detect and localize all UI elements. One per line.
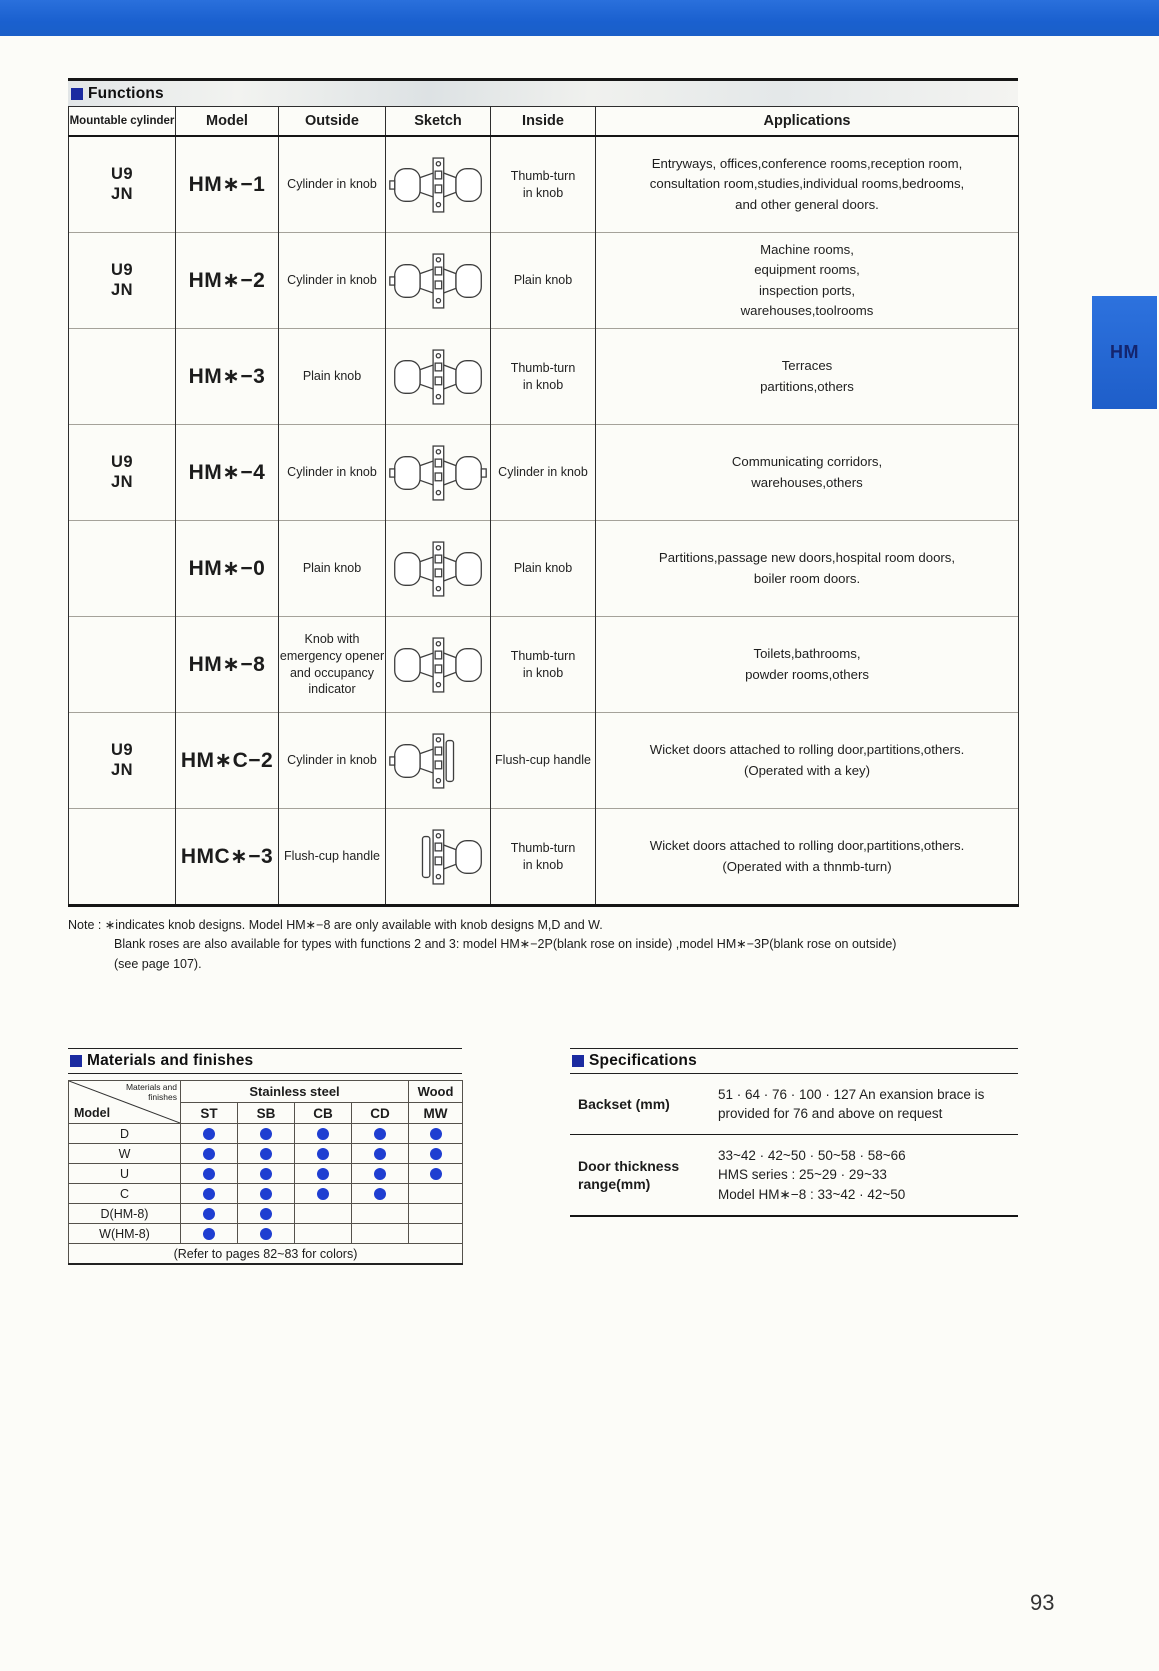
material-model-cell: U bbox=[69, 1164, 181, 1184]
application-line: and other general doors. bbox=[735, 196, 879, 212]
applications-cell bbox=[596, 617, 1019, 713]
outside-text-line: Plain knob bbox=[302, 369, 362, 384]
spec-value-line: Model HM∗−8 : 33~42 · 42~50 bbox=[718, 1186, 906, 1202]
availability-dot-icon bbox=[430, 1148, 442, 1160]
outside-text-line: Cylinder in knob bbox=[287, 177, 377, 192]
finish-availability-cell bbox=[295, 1144, 352, 1164]
specifications-table bbox=[570, 1074, 1018, 1217]
outside-text-line: Flush-cup handle bbox=[284, 849, 380, 864]
series-tab-label: HM bbox=[1110, 342, 1139, 362]
applications-cell bbox=[596, 233, 1019, 329]
materials-corner-cell bbox=[69, 1081, 181, 1124]
finish-availability-cell bbox=[295, 1124, 352, 1144]
sketch-cell bbox=[386, 809, 491, 906]
model-cell: HM∗−8 bbox=[176, 617, 279, 713]
material-model-cell: D bbox=[69, 1124, 181, 1144]
materials-corner-top-label bbox=[126, 1083, 177, 1103]
inside-text-line: Thumb-turn bbox=[510, 648, 576, 663]
materials-table-row bbox=[69, 1164, 463, 1184]
availability-dot-icon bbox=[374, 1168, 386, 1180]
outside-cell bbox=[279, 136, 386, 233]
applications-cell bbox=[596, 329, 1019, 425]
functions-table-row bbox=[69, 233, 1019, 329]
availability-dot-icon bbox=[430, 1168, 442, 1180]
sketch-cell bbox=[386, 617, 491, 713]
inside-text-line: in knob bbox=[522, 185, 564, 200]
application-line: Wicket doors attached to rolling door,partitions,others. bbox=[649, 838, 965, 854]
finish-availability-cell bbox=[409, 1224, 463, 1244]
finish-availability-cell bbox=[238, 1144, 295, 1164]
finish-availability-cell bbox=[238, 1204, 295, 1224]
group-header-stainless-steel: Stainless steel bbox=[181, 1081, 409, 1103]
finish-availability-cell bbox=[181, 1144, 238, 1164]
model-cell: HM∗−2 bbox=[176, 233, 279, 329]
mountable-cylinder-cell bbox=[69, 233, 176, 329]
corner-top-line: Materials and bbox=[125, 1082, 177, 1092]
spec-value-line: HMS series : 25~29 · 29~33 bbox=[718, 1167, 887, 1183]
cylinder-code: U9 bbox=[110, 164, 134, 183]
outside-cell bbox=[279, 233, 386, 329]
availability-dot-icon bbox=[317, 1168, 329, 1180]
specification-row bbox=[570, 1135, 1018, 1216]
materials-group-header-row bbox=[69, 1081, 463, 1103]
functions-section-header bbox=[68, 78, 1018, 107]
series-index-tab bbox=[1092, 296, 1157, 409]
finish-availability-cell bbox=[409, 1144, 463, 1164]
finish-availability-cell bbox=[181, 1184, 238, 1204]
finish-availability-cell bbox=[352, 1164, 409, 1184]
outside-cell bbox=[279, 713, 386, 809]
finish-availability-cell bbox=[181, 1164, 238, 1184]
material-model-cell: W(HM-8) bbox=[69, 1224, 181, 1244]
availability-dot-icon bbox=[203, 1128, 215, 1140]
availability-dot-icon bbox=[374, 1128, 386, 1140]
application-line: Wicket doors attached to rolling door,partitions,others. bbox=[649, 742, 965, 758]
inside-text-line: Plain knob bbox=[513, 561, 573, 576]
outside-text-line: Knob with bbox=[304, 631, 360, 646]
specification-value bbox=[718, 1074, 1018, 1135]
functions-header-row bbox=[69, 107, 1019, 136]
materials-table-row bbox=[69, 1144, 463, 1164]
finish-availability-cell bbox=[409, 1124, 463, 1144]
finish-availability-cell bbox=[409, 1184, 463, 1204]
model-cell: HM∗−3 bbox=[176, 329, 279, 425]
column-header-sketch: Sketch bbox=[386, 107, 491, 136]
finish-availability-cell bbox=[352, 1224, 409, 1244]
functions-table-row bbox=[69, 136, 1019, 233]
inside-cell bbox=[491, 136, 596, 233]
functions-section-title: Functions bbox=[88, 84, 164, 102]
outside-text-line: Cylinder in knob bbox=[287, 753, 377, 768]
outside-cell bbox=[279, 809, 386, 906]
sketch-cell bbox=[386, 425, 491, 521]
note-block bbox=[68, 916, 1018, 974]
applications-cell bbox=[596, 425, 1019, 521]
inside-text-line: Thumb-turn bbox=[510, 168, 576, 183]
finish-availability-cell bbox=[409, 1204, 463, 1224]
page-number: 93 bbox=[1030, 1590, 1055, 1615]
finish-availability-cell bbox=[238, 1224, 295, 1244]
finish-header-st: ST bbox=[181, 1103, 238, 1124]
cylinder-code: U9 bbox=[110, 260, 134, 279]
finish-availability-cell bbox=[238, 1164, 295, 1184]
material-model-cell: C bbox=[69, 1184, 181, 1204]
cylinder-code: JN bbox=[110, 760, 134, 779]
sketch-cell bbox=[386, 233, 491, 329]
lock-sketch-icon bbox=[389, 633, 487, 697]
materials-table-row bbox=[69, 1224, 463, 1244]
inside-text-line: Cylinder in knob bbox=[498, 465, 588, 480]
finish-availability-cell bbox=[238, 1124, 295, 1144]
note-line: Note : ∗indicates knob designs. Model HM∗−8 are only available with knob designs M,D and W. bbox=[68, 918, 603, 932]
spec-label-line: range(mm) bbox=[578, 1176, 651, 1193]
column-header-applications: Applications bbox=[596, 107, 1019, 136]
applications-cell bbox=[596, 713, 1019, 809]
finish-availability-cell bbox=[295, 1164, 352, 1184]
lock-sketch-icon bbox=[389, 249, 487, 313]
model-cell: HM∗C−2 bbox=[176, 713, 279, 809]
section-marker-icon bbox=[572, 1055, 584, 1067]
availability-dot-icon bbox=[260, 1128, 272, 1140]
materials-table-row bbox=[69, 1124, 463, 1144]
application-line: Terraces bbox=[781, 358, 833, 374]
functions-table-body bbox=[69, 136, 1019, 906]
mountable-cylinder-cell bbox=[69, 809, 176, 906]
model-cell: HM∗−4 bbox=[176, 425, 279, 521]
spec-value-line: provided for 76 and above on request bbox=[718, 1106, 943, 1122]
material-model-cell: W bbox=[69, 1144, 181, 1164]
materials-corner-bottom-label: Model bbox=[74, 1106, 111, 1120]
outside-cell bbox=[279, 521, 386, 617]
group-header-wood: Wood bbox=[409, 1081, 463, 1103]
outside-text-line: and occupancy bbox=[289, 665, 375, 680]
availability-dot-icon bbox=[260, 1148, 272, 1160]
availability-dot-icon bbox=[260, 1208, 272, 1220]
availability-dot-icon bbox=[260, 1228, 272, 1240]
finish-availability-cell bbox=[238, 1184, 295, 1204]
availability-dot-icon bbox=[374, 1188, 386, 1200]
application-line: consultation room,studies,individual rooms,bedrooms, bbox=[649, 176, 965, 192]
inside-cell bbox=[491, 521, 596, 617]
application-line: warehouses,others bbox=[751, 474, 863, 490]
application-line: warehouses,toolrooms bbox=[740, 302, 874, 318]
materials-section-header bbox=[68, 1048, 462, 1074]
application-line: Machine rooms, bbox=[760, 241, 854, 257]
mountable-cylinder-cell bbox=[69, 329, 176, 425]
availability-dot-icon bbox=[203, 1148, 215, 1160]
application-line: Entryways, offices,conference rooms,reception room, bbox=[651, 155, 963, 171]
functions-section bbox=[68, 78, 1018, 974]
application-line: boiler room doors. bbox=[753, 570, 861, 586]
finish-availability-cell bbox=[295, 1224, 352, 1244]
availability-dot-icon bbox=[430, 1128, 442, 1140]
finish-availability-cell bbox=[181, 1124, 238, 1144]
specifications-table-body bbox=[570, 1074, 1018, 1216]
lock-sketch-icon bbox=[389, 153, 487, 217]
lock-sketch-icon bbox=[389, 441, 487, 505]
finish-header-mw: MW bbox=[409, 1103, 463, 1124]
finish-availability-cell bbox=[352, 1204, 409, 1224]
availability-dot-icon bbox=[260, 1188, 272, 1200]
functions-table bbox=[68, 107, 1019, 907]
specifications-section bbox=[570, 1048, 1018, 1217]
specification-label bbox=[570, 1135, 718, 1216]
spec-label-line: Door thickness bbox=[578, 1157, 680, 1174]
application-line: (Operated with a thnmb-turn) bbox=[722, 858, 892, 874]
finish-header-cb: CB bbox=[295, 1103, 352, 1124]
sketch-cell bbox=[386, 136, 491, 233]
sketch-cell bbox=[386, 521, 491, 617]
specifications-section-header bbox=[570, 1048, 1018, 1074]
materials-table bbox=[68, 1080, 463, 1265]
inside-text-line: Flush-cup handle bbox=[495, 753, 591, 768]
model-cell: HM∗−1 bbox=[176, 136, 279, 233]
column-header-mountable-cylinder: Mountable cylinder bbox=[69, 107, 176, 136]
spec-value-line: 51 · 64 · 76 · 100 · 127 An exansion brace is bbox=[718, 1087, 985, 1102]
corner-top-line: finishes bbox=[148, 1091, 177, 1102]
outside-text-line: Cylinder in knob bbox=[287, 273, 377, 288]
outside-text-line: Plain knob bbox=[302, 561, 362, 576]
model-cell: HMC∗−3 bbox=[176, 809, 279, 906]
outside-cell bbox=[279, 425, 386, 521]
model-cell: HM∗−0 bbox=[176, 521, 279, 617]
availability-dot-icon bbox=[203, 1228, 215, 1240]
outside-cell bbox=[279, 329, 386, 425]
finish-availability-cell bbox=[352, 1124, 409, 1144]
specification-label bbox=[570, 1074, 718, 1135]
inside-cell bbox=[491, 713, 596, 809]
applications-cell bbox=[596, 136, 1019, 233]
application-line: inspection ports, bbox=[758, 282, 856, 298]
application-line: equipment rooms, bbox=[754, 262, 860, 278]
inside-text-line: Thumb-turn bbox=[510, 360, 576, 375]
functions-table-row bbox=[69, 329, 1019, 425]
section-marker-icon bbox=[71, 88, 83, 100]
availability-dot-icon bbox=[317, 1148, 329, 1160]
material-model-cell: D(HM-8) bbox=[69, 1204, 181, 1224]
application-line: partitions,others bbox=[760, 378, 854, 394]
availability-dot-icon bbox=[317, 1128, 329, 1140]
applications-cell bbox=[596, 521, 1019, 617]
application-line: Toilets,bathrooms, bbox=[753, 646, 861, 662]
top-banner bbox=[0, 0, 1159, 36]
cylinder-code: JN bbox=[110, 472, 134, 491]
availability-dot-icon bbox=[260, 1168, 272, 1180]
finish-availability-cell bbox=[181, 1204, 238, 1224]
finish-header-cd: CD bbox=[352, 1103, 409, 1124]
mountable-cylinder-cell bbox=[69, 136, 176, 233]
spec-value-line: 33~42 · 42~50 · 50~58 · 58~66 bbox=[718, 1148, 906, 1164]
cylinder-code: JN bbox=[110, 184, 134, 203]
mountable-cylinder-cell bbox=[69, 425, 176, 521]
sketch-cell bbox=[386, 713, 491, 809]
finish-availability-cell bbox=[409, 1164, 463, 1184]
specification-value bbox=[718, 1135, 1018, 1216]
materials-section-title: Materials and finishes bbox=[87, 1052, 254, 1069]
specification-row bbox=[570, 1074, 1018, 1135]
cylinder-code: U9 bbox=[110, 452, 134, 471]
spec-label-line: Backset (mm) bbox=[578, 1096, 670, 1113]
functions-table-row bbox=[69, 617, 1019, 713]
inside-cell bbox=[491, 617, 596, 713]
mountable-cylinder-cell bbox=[69, 521, 176, 617]
sketch-cell bbox=[386, 329, 491, 425]
mountable-cylinder-cell bbox=[69, 617, 176, 713]
materials-table-row bbox=[69, 1184, 463, 1204]
availability-dot-icon bbox=[374, 1148, 386, 1160]
column-header-inside: Inside bbox=[491, 107, 596, 136]
lock-sketch-icon bbox=[389, 729, 487, 793]
lock-sketch-icon bbox=[389, 825, 487, 889]
outside-text-line: indicator bbox=[308, 682, 356, 697]
inside-cell bbox=[491, 329, 596, 425]
finish-header-sb: SB bbox=[238, 1103, 295, 1124]
inside-text-line: in knob bbox=[522, 665, 564, 680]
finish-availability-cell bbox=[352, 1184, 409, 1204]
specifications-section-title: Specifications bbox=[589, 1052, 697, 1069]
inside-text-line: Thumb-turn bbox=[510, 840, 576, 855]
outside-cell bbox=[279, 617, 386, 713]
inside-text-line: Plain knob bbox=[513, 273, 573, 288]
functions-table-row bbox=[69, 521, 1019, 617]
applications-cell bbox=[596, 809, 1019, 906]
availability-dot-icon bbox=[203, 1208, 215, 1220]
materials-section bbox=[68, 1048, 462, 1265]
availability-dot-icon bbox=[317, 1188, 329, 1200]
finish-availability-cell bbox=[295, 1184, 352, 1204]
finish-availability-cell bbox=[295, 1204, 352, 1224]
functions-table-row bbox=[69, 713, 1019, 809]
application-line: powder rooms,others bbox=[745, 666, 869, 682]
application-line: Partitions,passage new doors,hospital room doors, bbox=[658, 550, 956, 566]
outside-text-line: emergency opener bbox=[279, 648, 385, 663]
inside-cell bbox=[491, 809, 596, 906]
note-line: (see page 107). bbox=[114, 956, 202, 971]
availability-dot-icon bbox=[203, 1188, 215, 1200]
materials-footnote-row bbox=[69, 1244, 463, 1265]
cylinder-code: JN bbox=[110, 280, 134, 299]
application-line: (Operated with a key) bbox=[743, 762, 871, 778]
application-line: Communicating corridors, bbox=[731, 454, 883, 470]
materials-table-body bbox=[69, 1124, 463, 1265]
finish-availability-cell bbox=[352, 1144, 409, 1164]
lock-sketch-icon bbox=[389, 537, 487, 601]
note-line: Blank roses are also available for types with functions 2 and 3: model HM∗−2P(blank rose on inside) ,model HM∗−3P(blank rose on outside) bbox=[114, 937, 897, 952]
materials-footnote: (Refer to pages 82~83 for colors) bbox=[69, 1244, 463, 1265]
availability-dot-icon bbox=[203, 1168, 215, 1180]
functions-table-row bbox=[69, 425, 1019, 521]
lock-sketch-icon bbox=[389, 345, 487, 409]
outside-text-line: Cylinder in knob bbox=[287, 465, 377, 480]
inside-cell bbox=[491, 233, 596, 329]
finish-availability-cell bbox=[181, 1224, 238, 1244]
column-header-model: Model bbox=[176, 107, 279, 136]
inside-text-line: in knob bbox=[522, 377, 564, 392]
inside-text-line: in knob bbox=[522, 857, 564, 872]
cylinder-code: U9 bbox=[110, 740, 134, 759]
column-header-outside: Outside bbox=[279, 107, 386, 136]
mountable-cylinder-cell bbox=[69, 713, 176, 809]
inside-cell bbox=[491, 425, 596, 521]
functions-table-row bbox=[69, 809, 1019, 906]
materials-table-row bbox=[69, 1204, 463, 1224]
section-marker-icon bbox=[70, 1055, 82, 1067]
